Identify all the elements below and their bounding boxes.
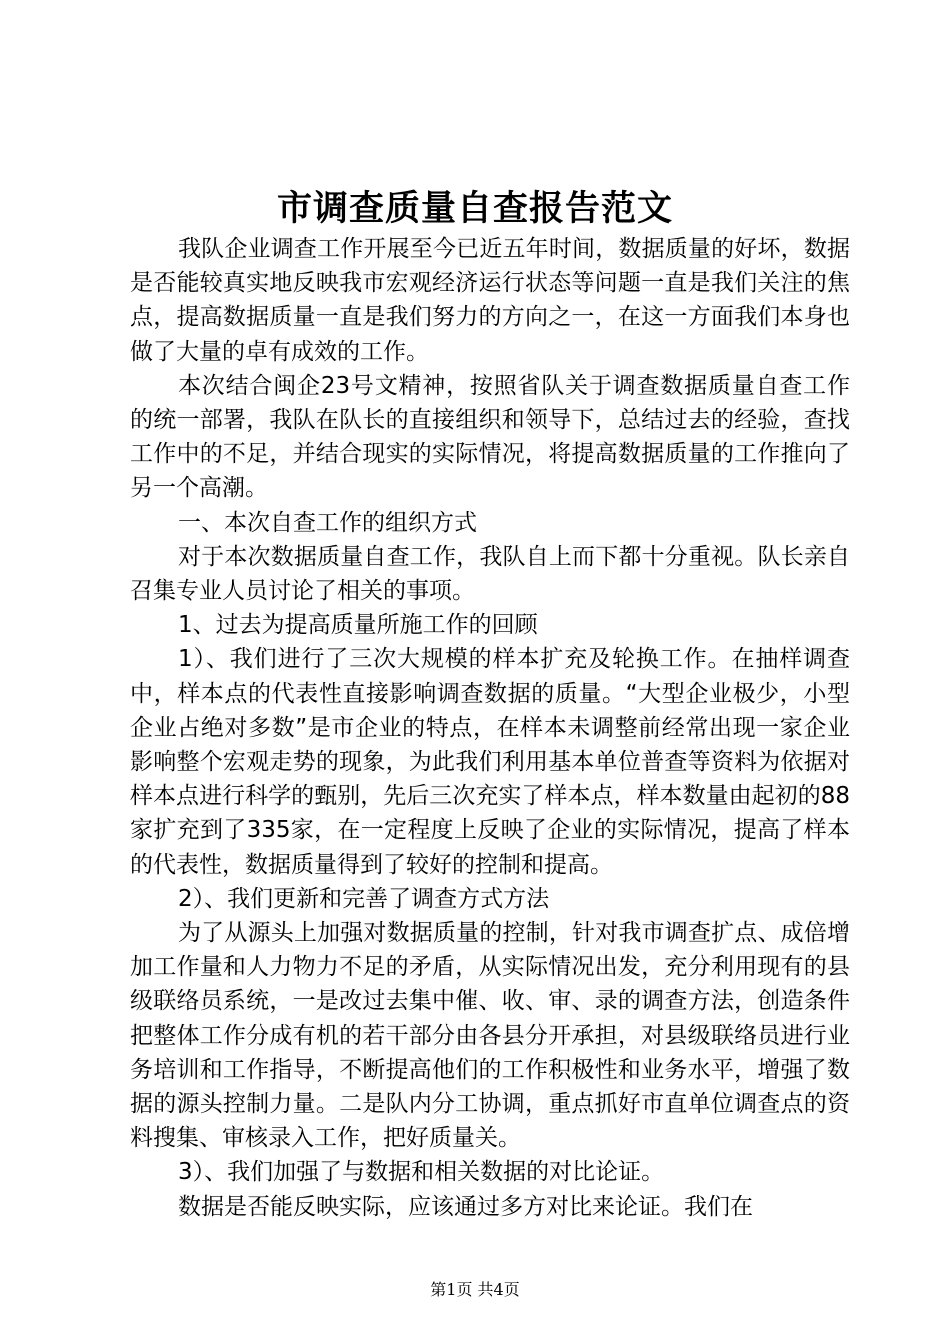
subheading-review: 1、过去为提高质量所施工作的回顾	[178, 612, 538, 639]
paragraph-intro: 我队企业调查工作开展至今已近五年时间，数据质量的好坏，数据是否能较真实地反映我市宏观经济运行状态等问题一直是我们关注的焦点，提高数据质量一直是我们努力的方向之一，在这一方面我们本身也做了大量的卓有成效的工作。	[130, 236, 850, 365]
subheading-comparison: 3）、我们加强了与数据和相关数据的对比论证。	[178, 1159, 665, 1186]
subheading-methods: 2）、我们更新和完善了调查方式方法	[178, 885, 550, 912]
paragraph-context: 本次结合闽企23号文精神，按照省队关于调查数据质量自查工作的统一部署，我队在队长的直接组织和领导下，总结过去的经验，查找工作中的不足，并结合现实的实际情况，将提高数据质量的工作推向了另一个高潮。	[130, 372, 850, 502]
paragraph-methods: 为了从源头上加强对数据质量的控制，针对我市调查扩点、成倍增加工作量和人力物力不足的矛盾，从实际情况出发，充分利用现有的县级联络员系统，一是改过去集中催、收、审、录的调查方法，创造条件把整体工作分成有机的若干部分由各县分开承担，对县级联络员进行业务培训和工作指导，不断提高他们的工作积极性和业务水平，增强了数据的源头控制力量。二是队内分工协调，重点抓好市直单位调查点的资料搜集、审核录入工作，把好质量关。	[130, 920, 850, 1152]
page-footer: 第1页 共4页	[430, 1280, 520, 1299]
paragraph-organization: 对于本次数据质量自查工作，我队自上而下都十分重视。队长亲自召集专业人员讨论了相关的事项。	[130, 543, 850, 605]
section-heading-organization: 一、本次自查工作的组织方式	[178, 509, 477, 536]
document-body	[130, 232, 850, 1224]
document-title: 市调查质量自查报告范文	[276, 188, 673, 229]
paragraph-comparison: 数据是否能反映实际，应该通过多方对比来论证。我们在	[178, 1193, 753, 1220]
paragraph-sample-expansion: 1）、我们进行了三次大规模的样本扩充及轮换工作。在抽样调查中，样本点的代表性直接影响调查数据的质量。“大型企业极少，小型企业占绝对多数”是市企业的特点，在样本未调整前经常出现一家企业影响整个宏观走势的现象，为此我们利用基本单位普查等资料为依据对样本点进行科学的甄别，先后三次充实了样本点，样本数量由起初的88家扩充到了335家，在一定程度上反映了企业的实际情况，提高了样本的代表性，数据质量得到了较好的控制和提高。	[130, 646, 850, 878]
